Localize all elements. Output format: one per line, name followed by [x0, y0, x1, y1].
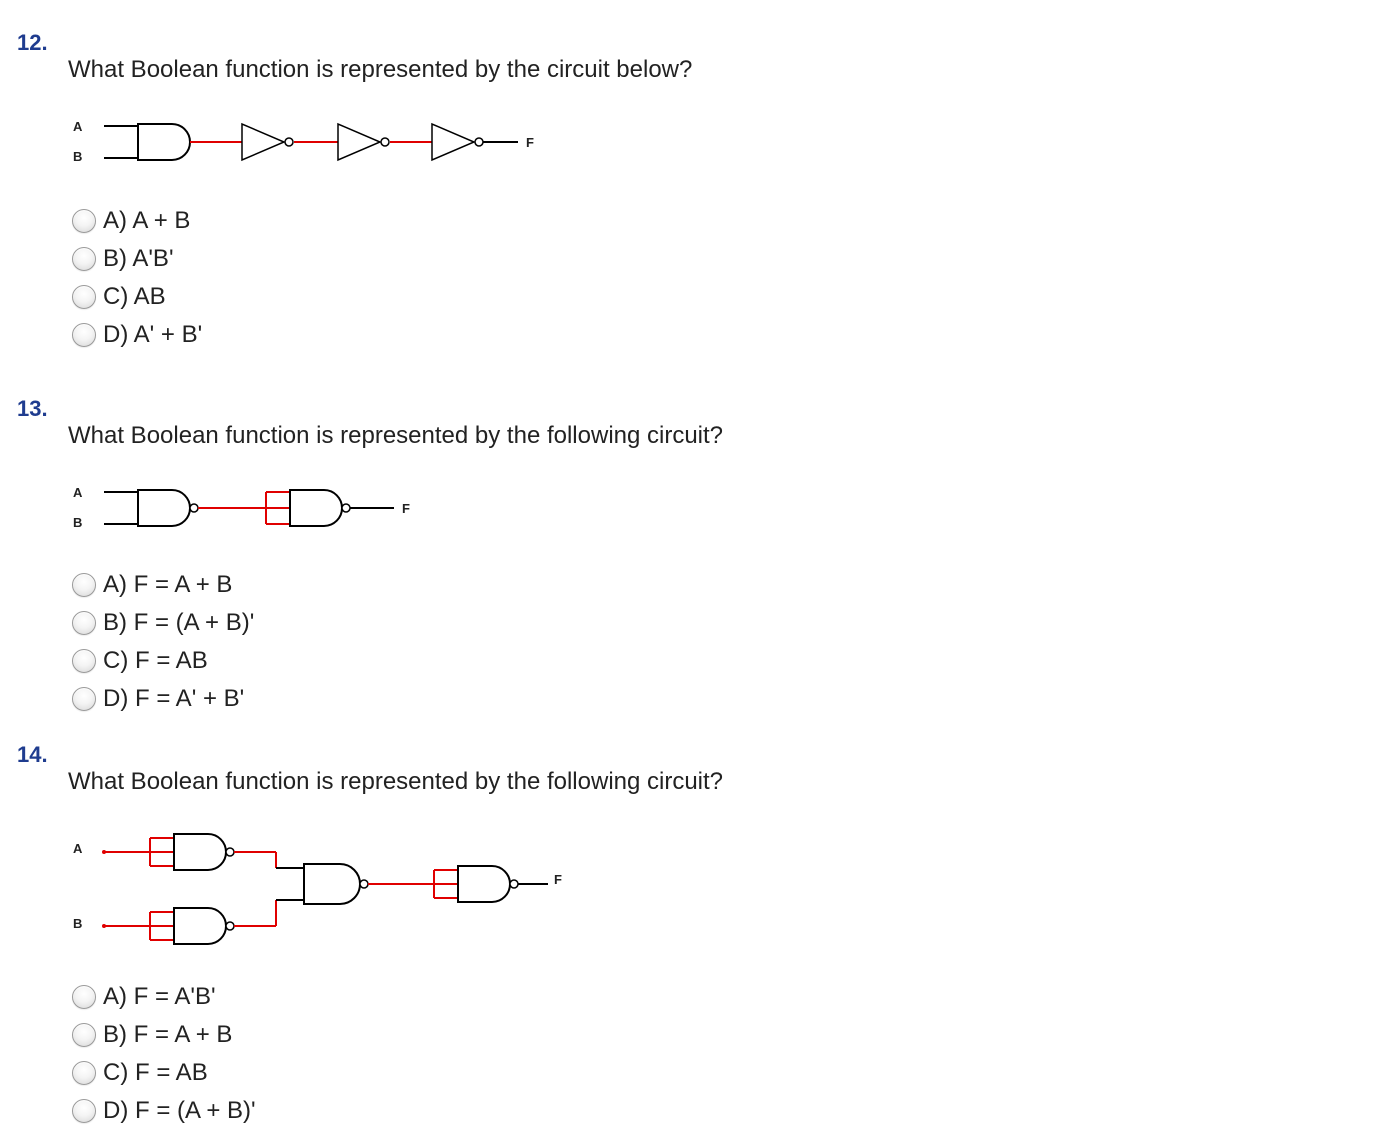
option-label: D) A' + B' [103, 321, 203, 348]
option-a[interactable] [72, 978, 256, 1016]
option-b[interactable] [72, 604, 254, 642]
option-d[interactable] [72, 680, 254, 718]
inverter-bubble [285, 138, 293, 146]
question-number: 12. [17, 30, 48, 55]
radio-button[interactable] [72, 323, 96, 347]
question-number: 14. [17, 742, 48, 767]
nand-gate [138, 490, 190, 526]
output-label-f: F [554, 872, 562, 887]
radio-button[interactable] [72, 649, 96, 673]
nand-gate [304, 864, 360, 904]
option-a[interactable] [72, 566, 254, 604]
input-label-a: A [73, 119, 83, 134]
circuit-diagram [60, 480, 440, 540]
option-label: D) F = A' + B' [103, 685, 245, 712]
inverter-gate [338, 124, 380, 160]
option-label: A) A + B [103, 207, 191, 234]
input-label-b: B [73, 515, 83, 530]
radio-button[interactable] [72, 687, 96, 711]
output-label-f: F [526, 135, 534, 150]
nand-bubble [342, 504, 350, 512]
nand-gate [174, 908, 226, 944]
option-d[interactable] [72, 316, 202, 354]
option-label: B) A'B' [103, 245, 174, 272]
input-label-b: B [73, 149, 83, 164]
option-label: B) F = A + B [103, 1021, 233, 1048]
nand-gate [174, 834, 226, 870]
nand-bubble [190, 504, 198, 512]
radio-button[interactable] [72, 285, 96, 309]
radio-button[interactable] [72, 985, 96, 1009]
option-label: C) F = AB [103, 1059, 208, 1086]
output-label-f: F [402, 501, 410, 516]
inverter-gate [242, 124, 284, 160]
option-label: A) F = A'B' [103, 983, 216, 1010]
answer-options [72, 202, 202, 354]
option-a[interactable] [72, 202, 202, 240]
radio-button[interactable] [72, 1099, 96, 1123]
radio-button[interactable] [72, 247, 96, 271]
option-c[interactable] [72, 278, 202, 316]
option-b[interactable] [72, 240, 202, 278]
circuit-diagram [60, 114, 560, 174]
question-text: What Boolean function is represented by the following circuit? [68, 422, 724, 449]
question-text: What Boolean function is represented by the circuit below? [68, 56, 693, 83]
input-label-a: A [73, 841, 83, 856]
option-label: D) F = (A + B)' [103, 1097, 256, 1124]
nand-gate [290, 490, 342, 526]
option-b[interactable] [72, 1016, 256, 1054]
radio-button[interactable] [72, 573, 96, 597]
radio-button[interactable] [72, 1061, 96, 1085]
radio-button[interactable] [72, 611, 96, 635]
question-text: What Boolean function is represented by the following circuit? [68, 768, 724, 795]
nand-bubble [360, 880, 368, 888]
option-label: A) F = A + B [103, 571, 233, 598]
inverter-bubble [475, 138, 483, 146]
nand-bubble [510, 880, 518, 888]
inverter-bubble [381, 138, 389, 146]
question-number: 13. [17, 396, 48, 421]
input-label-b: B [73, 916, 83, 931]
radio-button[interactable] [72, 1023, 96, 1047]
option-label: B) F = (A + B)' [103, 609, 255, 636]
option-d[interactable] [72, 1092, 256, 1130]
option-c[interactable] [72, 642, 254, 680]
nand-bubble [226, 922, 234, 930]
answer-options [72, 978, 256, 1130]
nand-bubble [226, 848, 234, 856]
inverter-gate [432, 124, 474, 160]
radio-button[interactable] [72, 209, 96, 233]
circuit-diagram [60, 826, 600, 956]
answer-options [72, 566, 254, 718]
option-c[interactable] [72, 1054, 256, 1092]
option-label: C) F = AB [103, 647, 208, 674]
nand-gate [458, 866, 510, 902]
input-label-a: A [73, 485, 83, 500]
option-label: C) AB [103, 283, 166, 310]
and-gate [138, 124, 190, 160]
